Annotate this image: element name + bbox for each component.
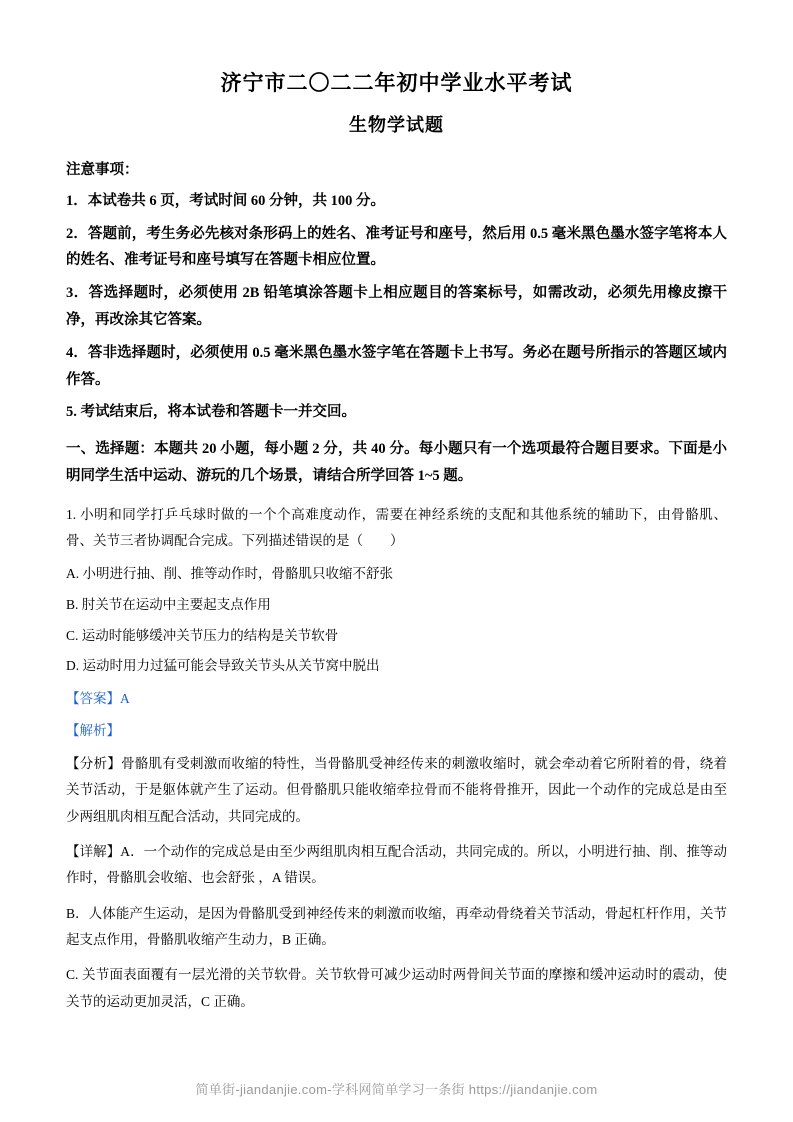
notice-heading: 注意事项： xyxy=(66,161,139,178)
analysis-label: 【解析】 xyxy=(66,723,120,739)
analysis-paragraph: 【详解】A．一个动作的完成总是由至少两组肌肉相互配合活动，共同完成的。所以，小明进行抽、削、推等动作时，骨骼肌会收缩、也会舒张 ，A 错误。 xyxy=(66,843,727,886)
analysis-paragraph: 【分析】骨骼肌有受刺激而收缩的特性，当骨骼肌受神经传来的刺激收缩时，就会牵动着它所附着的骨，绕着关节活动，于是躯体就产生了运动。但骨骼肌只能收缩牵拉骨而不能将骨推开，因此一个动作的完成总是由至少两组肌肉相互配合活动，共同完成的。 xyxy=(66,756,727,824)
page-footer: 简单街-jiandanjie.com-学科网简单学习一条街 https://jiandanjie.com xyxy=(195,1082,598,1097)
notice-item: 4．答非选择题时，必须使用 0.5 毫米黑色墨水签字笔在答题卡上书写。务必在题号所指示的答题区域内作答。 xyxy=(66,344,727,388)
section-heading: 一、选择题：本题共 20 小题，每小题 2 分，共 40 分。每小题只有一个选项最符合题目要求。下面是小明同学生活中运动、游玩的几个场景，请结合所学回答 1~5 题。 xyxy=(66,441,727,484)
question-option: B. 肘关节在运动中主要起支点作用 xyxy=(66,597,271,613)
notice-item: 1．本试卷共 6 页，考试时间 60 分钟，共 100 分。 xyxy=(66,192,385,209)
question-stem: 1. 小明和同学打乒乓球时做的一个个高难度动作，需要在神经系统的支配和其他系统的辅助下，由骨骼肌、骨、关节三者协调配合完成。下列描述错误的是（ ） xyxy=(66,506,727,549)
notice-item: 2．答题前，考生务必先核对条形码上的姓名、准考证号和座号，然后用 0.5 毫米黑色墨水签字笔将本人的姓名、准考证号和座号填写在答题卡相应位置。 xyxy=(66,225,727,269)
question-option: D. 运动时用力过猛可能会导致关节头从关节窝中脱出 xyxy=(66,658,380,674)
analysis-paragraph: C. 关节面表面覆有一层光滑的关节软骨。关节软骨可减少运动时两骨间关节面的摩擦和缓冲运动时的震动，使关节的运动更加灵活，C 正确。 xyxy=(66,967,727,1009)
analysis-paragraph: B．人体能产生运动，是因为骨骼肌受到神经传来的刺激而收缩，再牵动骨绕着关节活动，骨起杠杆作用，关节起支点作用，骨骼肌收缩产生动力，B 正确。 xyxy=(66,905,727,947)
question-option: A. 小明进行抽、削、推等动作时，骨骼肌只收缩不舒张 xyxy=(66,566,393,582)
page-title: 济宁市二〇二二年初中学业水平考试 xyxy=(220,71,573,95)
notice-item: 3．答选择题时，必须使用 2B 铅笔填涂答题卡上相应题目的答案标号，如需改动，必须先用橡皮擦干净，再改涂其它答案。 xyxy=(66,285,727,328)
answer-label: 【答案】A xyxy=(66,690,130,706)
notice-item: 5. 考试结束后，将本试卷和答题卡一并交回。 xyxy=(66,404,356,421)
page-subtitle: 生物学试题 xyxy=(349,114,444,135)
question-option: C. 运动时能够缓冲关节压力的结构是关节软骨 xyxy=(66,627,339,643)
